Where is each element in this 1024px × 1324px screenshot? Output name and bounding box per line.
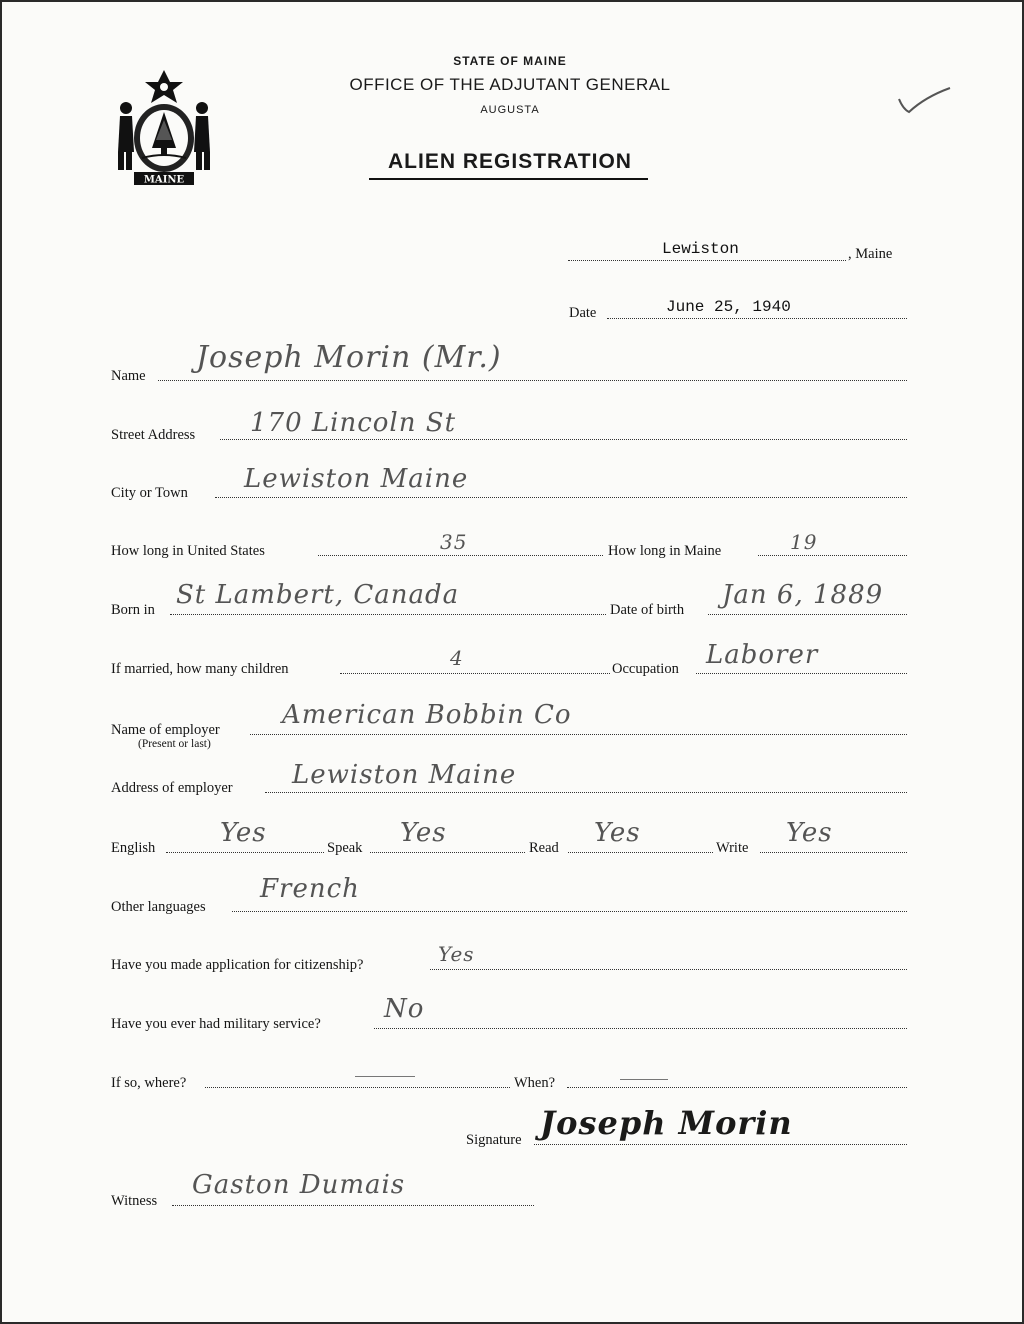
years-us-value: 35	[440, 530, 468, 554]
signature-value: Joseph Morin	[540, 1104, 793, 1142]
years-maine-label: How long in Maine	[608, 543, 722, 559]
born-in-label: Born in	[111, 602, 155, 618]
street-label: Street Address	[111, 427, 196, 443]
children-value: 4	[450, 646, 464, 670]
military-line	[374, 1028, 907, 1029]
years-maine-line	[758, 555, 907, 556]
signature-line	[534, 1144, 907, 1145]
speak-label: Speak	[327, 840, 363, 856]
write-line	[760, 852, 907, 853]
when-dash	[620, 1079, 668, 1080]
write-label: Write	[716, 840, 749, 856]
seal-banner-text: MAINE	[143, 174, 185, 186]
dob-label: Date of birth	[610, 602, 685, 618]
name-label: Name	[111, 368, 146, 384]
other-languages-label: Other languages	[111, 899, 206, 915]
where-line	[205, 1087, 510, 1088]
read-label: Read	[529, 840, 559, 856]
occupation-line	[696, 673, 907, 674]
english-line	[166, 852, 324, 853]
children-line	[340, 673, 610, 674]
header-city: AUGUSTA	[480, 104, 540, 116]
witness-label: Witness	[111, 1193, 158, 1209]
name-line	[158, 380, 907, 381]
employer-label: Name of employer	[111, 722, 220, 738]
city-label: City or Town	[111, 485, 188, 501]
other-languages-line	[232, 911, 907, 912]
witness-line	[172, 1205, 534, 1206]
check-mark-icon	[895, 85, 953, 115]
english-label: English	[111, 840, 156, 856]
citizenship-label: Have you made application for citizenship?	[111, 957, 364, 973]
employer-address-value: Lewiston Maine	[292, 760, 517, 790]
header-state: STATE OF MAINE	[453, 54, 567, 68]
date-label: Date	[569, 305, 597, 321]
occupation-label: Occupation	[612, 661, 679, 677]
speak-line	[370, 852, 525, 853]
street-value: 170 Lincoln St	[250, 408, 457, 438]
state-seal-icon	[112, 68, 216, 188]
title-underline	[369, 178, 648, 180]
occupation-value: Laborer	[706, 640, 819, 670]
when-label: When?	[514, 1075, 556, 1091]
date-line	[607, 318, 907, 319]
dob-value: Jan 6, 1889	[722, 580, 884, 610]
years-us-line	[318, 555, 603, 556]
military-label: Have you ever had military service?	[111, 1016, 321, 1032]
other-languages-value: French	[260, 874, 360, 904]
where-dash	[355, 1076, 415, 1077]
employer-value: American Bobbin Co	[282, 700, 572, 730]
citizenship-line	[430, 969, 907, 970]
witness-value: Gaston Dumais	[192, 1170, 406, 1200]
street-line	[220, 439, 907, 440]
read-value: Yes	[594, 818, 641, 848]
employer-line	[250, 734, 907, 735]
city-value: Lewiston Maine	[244, 464, 469, 494]
header-office: OFFICE OF THE ADJUTANT GENERAL	[349, 75, 671, 94]
write-value: Yes	[786, 818, 833, 848]
when-line	[567, 1087, 907, 1088]
employer-address-label: Address of employer	[111, 780, 233, 796]
military-value: No	[384, 994, 425, 1024]
years-maine-value: 19	[790, 530, 818, 554]
read-line	[568, 852, 713, 853]
form-title: ALIEN REGISTRATION	[388, 150, 632, 173]
speak-value: Yes	[400, 818, 447, 848]
employer-sublabel: (Present or last)	[138, 738, 211, 750]
born-in-value: St Lambert, Canada	[176, 580, 460, 610]
english-value: Yes	[220, 818, 267, 848]
years-us-label: How long in United States	[111, 543, 265, 559]
town-value: Lewiston	[662, 240, 739, 258]
employer-address-line	[265, 792, 907, 793]
date-value: June 25, 1940	[666, 298, 791, 316]
children-label: If married, how many children	[111, 661, 289, 677]
signature-label: Signature	[466, 1132, 522, 1148]
state-label: , Maine	[848, 246, 893, 262]
dob-line	[708, 614, 907, 615]
town-line	[568, 260, 846, 261]
name-value: Joseph Morin (Mr.)	[196, 340, 502, 375]
where-label: If so, where?	[111, 1075, 187, 1091]
born-in-line	[170, 614, 606, 615]
citizenship-value: Yes	[438, 942, 475, 966]
city-line	[215, 497, 907, 498]
